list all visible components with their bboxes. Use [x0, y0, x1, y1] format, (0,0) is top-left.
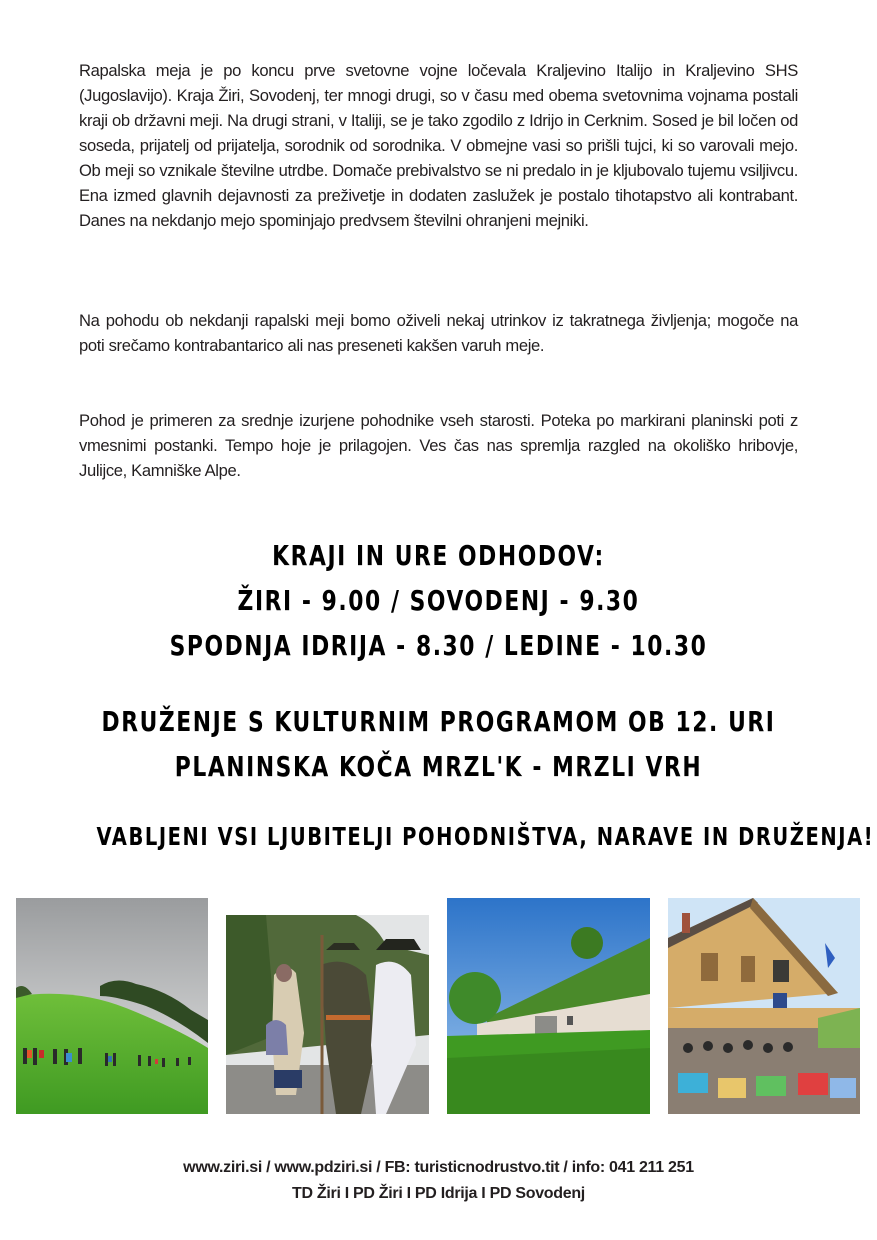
photo-border-guards [226, 915, 429, 1114]
footer-organizers: TD Žiri I PD Žiri I PD Idrija I PD Sovodenj [292, 1185, 585, 1202]
old-barracks-image [447, 898, 650, 1114]
invitation-text: VABLJENI VSI LJUBITELJI POHODNIŠTVA, NARAVE IN DRUŽENJA! [96, 822, 875, 851]
schedule-line: SPODNJA IDRIJA - 8.30 / LEDINE - 10.30 [169, 629, 708, 662]
photo-strip [0, 898, 877, 1114]
schedule-line: ŽIRI - 9.00 / SOVODENJ - 9.30 [237, 584, 640, 617]
schedule-title: KRAJI IN URE ODHODOV: [272, 539, 605, 572]
hikers-meadow-image [16, 898, 208, 1114]
intro-paragraph-border-history: Rapalska meja je po koncu prve svetovne vojne ločevala Kraljevino Italijo in Kraljevino SHS (Jugoslavijo). Kraja Žiri, Sovodenj, ter mnogi drugi, so v času med obema svetovnima vojnama postali kraji ob državni meji. Na drugi strani, v Italiji, se je tako zgodilo z Idrijo in Cerknim. Sosed je bil ločen od soseda, prijatelj od prijatelja, sorodnik od sorodnika. V obmejne vasi so prišli tujci, ki so varovali mejo. Ob meji so vznikale številne utrdbe. Domače prebivalstvo se ni predalo in je kljubovalo tujemu vsiljivcu. Ena izmed glavnih dejavnosti za preživetje in dodaten zaslužek je postalo tihotapstvo ali kontrabant. Danes na nekdanjo mejo spominjajo predvsem številni ohranjeni mejniki. [79, 61, 798, 230]
photo-old-barracks [447, 898, 650, 1114]
photo-hikers-meadow [16, 898, 208, 1114]
gathering-location: PLANINSKA KOČA MRZL'K - MRZLI VRH [174, 750, 703, 783]
gathering-info [96, 699, 780, 789]
border-guards-image [226, 915, 429, 1114]
intro-paragraph-difficulty: Pohod je primeren za srednje izurjene pohodnike vseh starosti. Poteka po markirani planinski poti z vmesnimi postanki. Tempo hoje je prilagojen. Ves čas nas spremlja razgled na okoliško hribovje, Julijce, Kamniške Alpe. [79, 411, 798, 480]
footer-contacts: www.ziri.si / www.pdziri.si / FB: turisticnodrustvo.tit / info: 041 211 251 [183, 1159, 694, 1176]
photo-mountain-hut [668, 898, 860, 1114]
invitation-banner [96, 817, 875, 857]
footer [0, 1155, 877, 1207]
gathering-time: DRUŽENJE S KULTURNIM PROGRAMOM OB 12. URI [101, 705, 776, 738]
mountain-hut-image [668, 898, 860, 1114]
intro-paragraph-hike-description: Na pohodu ob nekdanji rapalski meji bomo oživeli nekaj utrinkov iz takratnega življenja; mogoče na poti srečamo kontrabantarico ali nas preseneti kakšen varuh meje. [79, 311, 798, 355]
departure-schedule [96, 533, 780, 668]
